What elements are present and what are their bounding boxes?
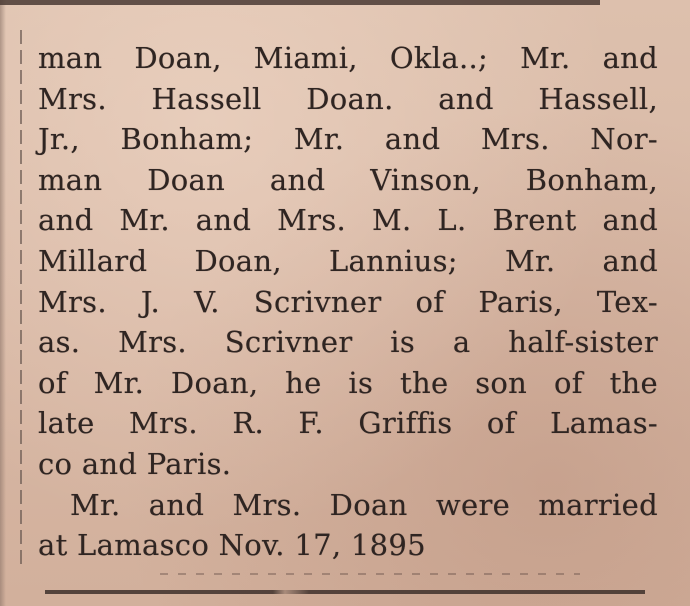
article-line: and Mr. and Mrs. M. L. Brent and: [38, 203, 658, 238]
article-line: Millard Doan, Lannius; Mr. and: [38, 243, 658, 278]
article-line: Mrs. J. V. Scrivner of Paris, Tex-: [38, 284, 658, 319]
bottom-column-rule: [45, 590, 645, 594]
article-line: co and Paris.: [38, 446, 232, 481]
article-line: Mrs. Hassell Doan. and Hassell,: [38, 81, 658, 116]
article-line: at Lamasco Nov. 17, 1895: [38, 528, 426, 563]
article-line: as. Mrs. Scrivner is a half-sister: [38, 325, 658, 360]
article-line: late Mrs. R. F. Griffis of Lamas-: [38, 406, 658, 441]
article-line: Mr. and Mrs. Doan were married: [70, 487, 658, 522]
top-column-rule: [0, 0, 600, 5]
article-line: man Doan, Miami, Okla..; Mr. and: [38, 41, 658, 75]
faint-divider: [160, 573, 580, 575]
column-divider-line: [20, 30, 22, 570]
clipping-left-edge: [0, 0, 6, 606]
article-line: Jr., Bonham; Mr. and Mrs. Nor-: [38, 122, 658, 157]
article-line: of Mr. Doan, he is the son of the: [38, 365, 658, 400]
article-line: man Doan and Vinson, Bonham,: [38, 162, 658, 197]
article-text: [38, 38, 658, 566]
